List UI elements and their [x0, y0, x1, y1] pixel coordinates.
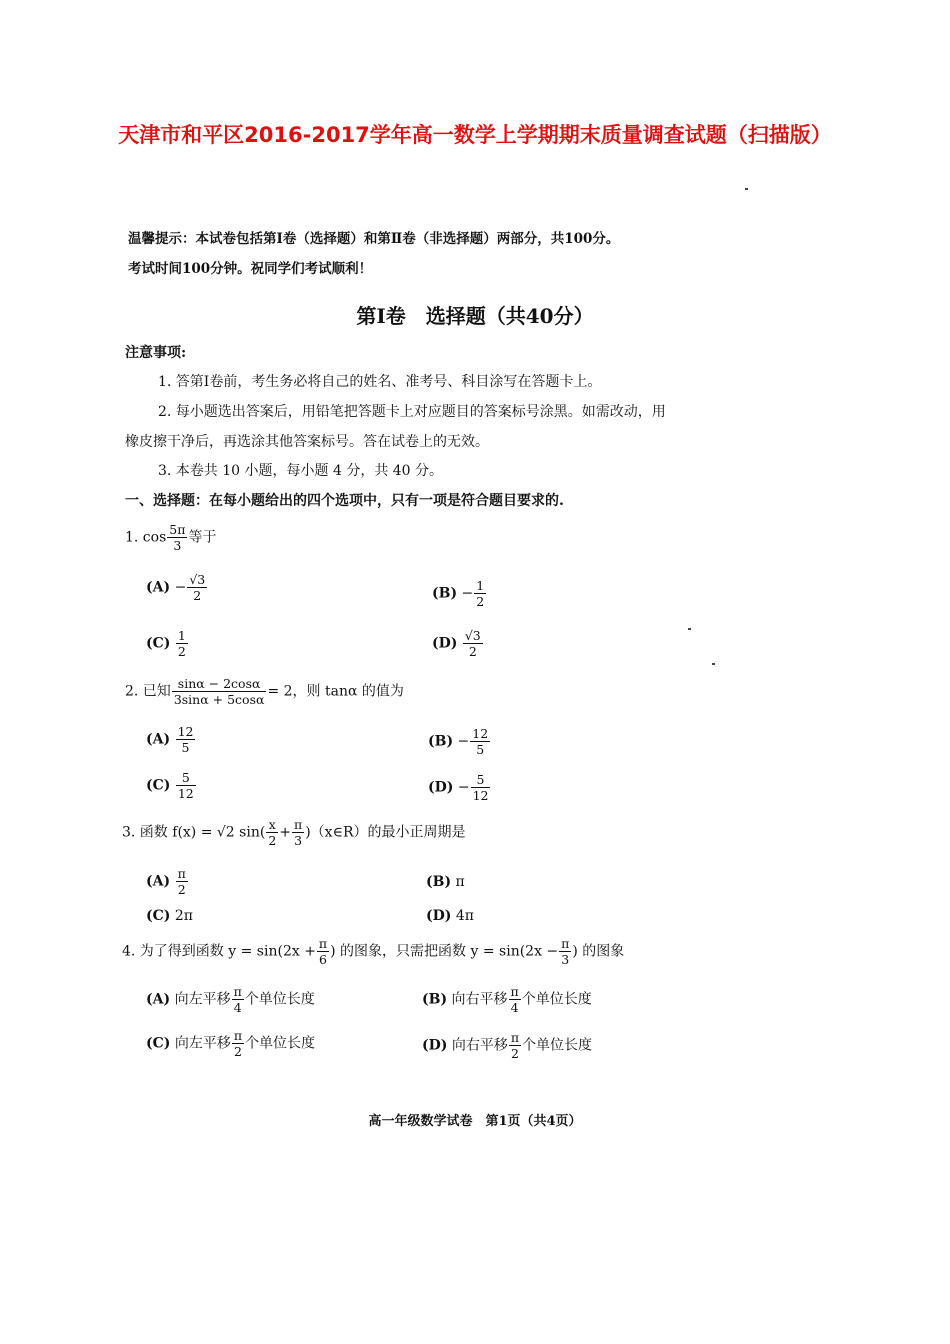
- tip-line-2: 考试时间100分钟。祝同学们考试顺利！: [128, 261, 373, 277]
- note-2a: 2. 每小题选出答案后，用铅笔把答题卡上对应题目的答案标号涂黑。如需改动，用: [158, 404, 666, 420]
- scan-speck: [688, 628, 691, 630]
- q1-stem: 1. cos $\frac{5\pi}{3}$ 等于: [125, 522, 217, 553]
- q4-option-b: (B) 向右平移 $\frac{\pi}{4}$ 个单位长度: [422, 984, 592, 1015]
- q2-option-a: (A) $\frac{12}{5}$: [146, 724, 194, 755]
- q4-option-a: (A) 向左平移 $\frac{\pi}{4}$ 个单位长度: [146, 984, 315, 1015]
- q1-option-d: (D) $\frac{√3}{2}$: [432, 628, 481, 659]
- part1-heading: 一、选择题：在每小题给出的四个选项中，只有一项是符合题目要求的.: [125, 493, 564, 509]
- tip-line-1: 温馨提示：本试卷包括第Ⅰ卷（选择题）和第Ⅱ卷（非选择题）两部分，共100分。: [128, 231, 620, 247]
- note-1: 1. 答第Ⅰ卷前，考生务必将自己的姓名、准考号、科目涂写在答题卡上。: [158, 374, 602, 390]
- q3-stem: 3. 函数 f(x) = √2 sin( $\frac{x}{2}$ + $\frac{\pi}{3}$ )（x∈R）的最小正周期是: [122, 817, 466, 848]
- q1-option-a: (A) − $\frac{√3}{2}$: [146, 572, 206, 603]
- q4-option-c: (C) 向左平移 $\frac{\pi}{2}$ 个单位长度: [146, 1028, 316, 1059]
- q1-option-b: (B) − $\frac{1}{2}$: [432, 578, 485, 609]
- note-2b: 橡皮擦干净后，再选涂其他答案标号。答在试卷上的无效。: [125, 434, 489, 450]
- q3-option-d: (D) 4π: [426, 908, 474, 924]
- note-3: 3. 本卷共 10 小题，每小题 4 分，共 40 分。: [158, 463, 444, 479]
- q3-option-a: (A) $\frac{\pi}{2}$: [146, 866, 186, 897]
- page-footer: 高一年级数学试卷 第1页（共4页）: [368, 1114, 582, 1129]
- q2-stem: 2. 已知 $\frac{\sin\alpha - 2\cos\alpha}{3\sin\alpha + 5\cos\alpha}$ = 2，则 tanα 的值为: [125, 676, 404, 707]
- scan-speck: [712, 663, 715, 665]
- q4-stem: 4. 为了得到函数 y = sin(2x + $\frac{\pi}{6}$ ) 的图象，只需把函数 y = sin(2x − $\frac{\pi}{3}$ ) 的图象: [122, 936, 625, 967]
- q3-option-c: (C) 2π: [146, 908, 193, 924]
- document-title: 天津市和平区2016-2017学年高一数学上学期期末质量调查试题（扫描版）: [118, 123, 832, 147]
- q2-option-b: (B) − $\frac{12}{5}$: [428, 726, 489, 757]
- q1-option-c: (C) $\frac{1}{2}$: [146, 628, 186, 659]
- notes-heading: 注意事项:: [125, 345, 187, 361]
- q2-option-d: (D) − $\frac{5}{12}$: [428, 772, 489, 803]
- scan-speck: [745, 188, 748, 190]
- q2-option-c: (C) $\frac{5}{12}$: [146, 770, 194, 801]
- section-title: 第Ⅰ卷 选择题（共40分）: [356, 304, 594, 328]
- q3-option-b: (B) π: [426, 874, 465, 890]
- q4-option-d: (D) 向右平移 $\frac{\pi}{2}$ 个单位长度: [422, 1030, 593, 1061]
